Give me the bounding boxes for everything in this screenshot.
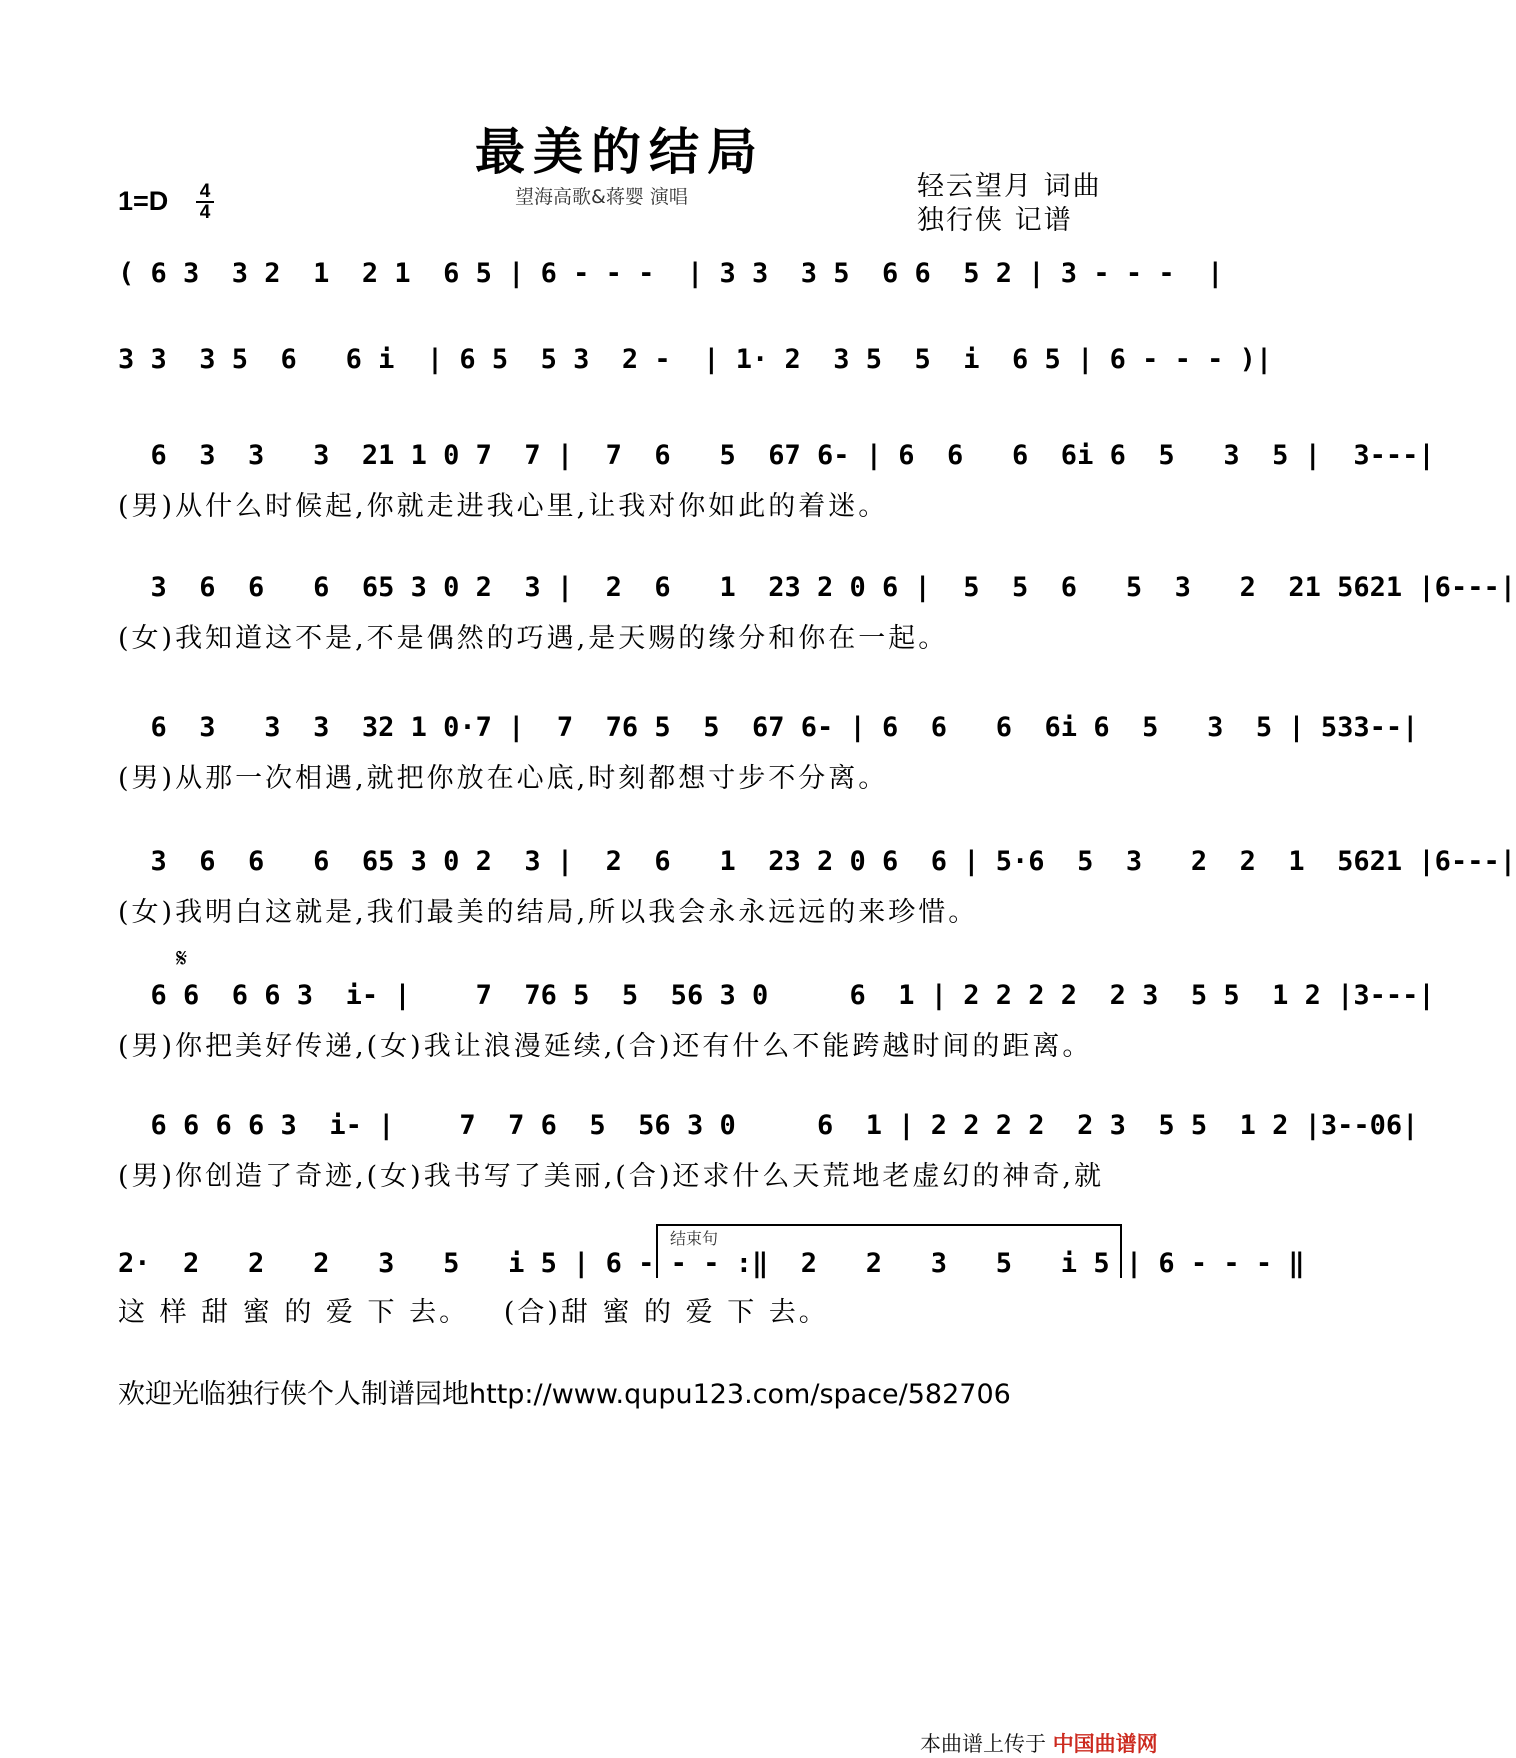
score-line-1: ( 6 3 3 2 1 2 1 6 5 | 6 - - - | 3 3 3 5 6 6 5 2 | 3 - - - |	[118, 258, 1224, 289]
footer-link[interactable]: 欢迎光临独行侠个人制谱园地http://www.qupu123.com/space/582706	[118, 1379, 1011, 1410]
score-line-9: 2· 2 2 2 3 5 i 5 | 6 - - - :‖ 2 2 3 5 i 5 | 6 - - - ‖	[118, 1248, 1305, 1279]
lyric-line-3: (男)从什么时候起,你就走进我心里,让我对你如此的着迷。	[118, 491, 889, 522]
score-line-7: 6 6 6 6 3 i- | 7 76 5 5 56 3 0 6 1 | 2 2 2 2 2 3 5 5 1 2 |3---|	[118, 980, 1435, 1011]
watermark	[920, 1728, 1158, 1758]
singers-label: 望海高歌&蒋婴 演唱	[515, 186, 688, 208]
score-line-2: 3 3 3 5 6 6 i | 6 5 5 3 2 - | 1· 2 3 5 5 i 6 5 | 6 - - - )|	[118, 344, 1273, 375]
site-logo: 中国曲谱网	[1052, 1732, 1158, 1756]
time-signature-top: 4	[199, 181, 211, 202]
watermark-text: 本曲谱上传于	[920, 1732, 1046, 1756]
transcriber-credit: 独行侠 记谱	[917, 205, 1073, 236]
lyric-line-7: (男)你把美好传递,(女)我让浪漫延续,(合)还有什么不能跨越时间的距离。	[118, 1031, 1093, 1062]
score-line-6: 3 6 6 6 65 3 0 2 3 | 2 6 1 23 2 0 6 6 | 5·6 5 3 2 2 1 5621 |6---|	[118, 846, 1516, 877]
lyric-line-6: (女)我明白这就是,我们最美的结局,所以我会永永远远的来珍惜。	[118, 897, 979, 928]
score-line-3: 6 3 3 3 21 1 0 7 7 | 7 6 5 67 6- | 6 6 6 6i 6 5 3 5 | 3---|	[118, 440, 1435, 471]
composer-credit: 轻云望月 词曲	[917, 171, 1102, 202]
ending-label: 结束句	[670, 1229, 719, 1248]
time-signature-bottom: 4	[199, 202, 211, 223]
key-signature: 1=D	[118, 186, 169, 216]
score-line-8: 6 6 6 6 3 i- | 7 7 6 5 56 3 0 6 1 | 2 2 2 2 2 3 5 5 1 2 |3--06|	[118, 1110, 1419, 1141]
lyric-line-9: 这 样 甜 蜜 的 爱 下 去。 (合)甜 蜜 的 爱 下 去。	[118, 1297, 829, 1328]
score-line-5: 6 3 3 3 32 1 0·7 | 7 76 5 5 67 6- | 6 6 6 6i 6 5 3 5 | 533--|	[118, 712, 1419, 743]
score-line-4: 3 6 6 6 65 3 0 2 3 | 2 6 1 23 2 0 6 | 5 5 6 5 3 2 21 5621 |6---|	[118, 572, 1516, 603]
segno-icon: 𝄋	[176, 944, 188, 974]
lyric-line-5: (男)从那一次相遇,就把你放在心底,时刻都想寸步不分离。	[118, 763, 889, 794]
lyric-line-8: (男)你创造了奇迹,(女)我书写了美丽,(合)还求什么天荒地老虚幻的神奇,就	[118, 1161, 1104, 1192]
page-title: 最美的结局	[475, 122, 765, 181]
time-signature	[196, 183, 214, 221]
lyric-line-4: (女)我知道这不是,不是偶然的巧遇,是天赐的缘分和你在一起。	[118, 623, 949, 654]
